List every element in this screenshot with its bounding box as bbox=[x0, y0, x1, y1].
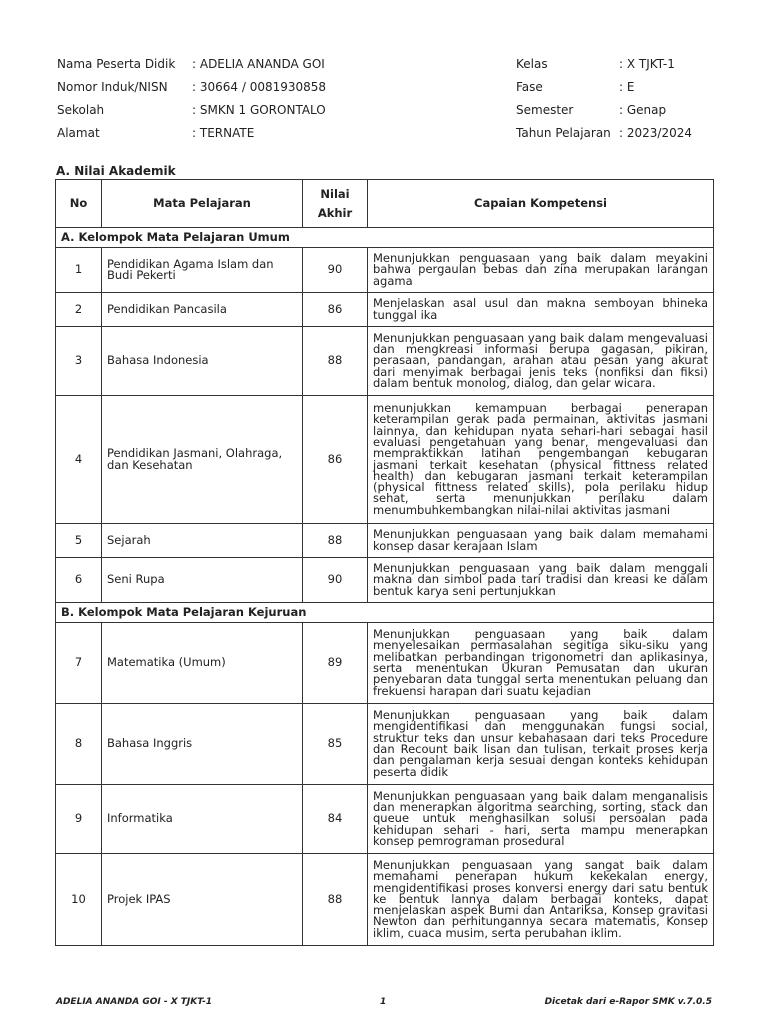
cell-no: 7 bbox=[56, 623, 102, 704]
cell-mapel: Projek IPAS bbox=[102, 854, 303, 946]
header-mapel: Mata Pelajaran bbox=[102, 180, 303, 228]
cell-mapel: Pendidikan Pancasila bbox=[102, 293, 303, 327]
cell-nilai: 88 bbox=[303, 854, 368, 946]
value-alamat: : TERNATE bbox=[192, 126, 255, 140]
value-nama: : ADELIA ANANDA GOI bbox=[192, 57, 325, 71]
value-semester: : Genap bbox=[619, 103, 667, 117]
table-row bbox=[56, 396, 714, 524]
cell-nilai: 84 bbox=[303, 785, 368, 854]
section-title: A. Nilai Akademik bbox=[56, 164, 176, 178]
cell-capaian: Menunjukkan penguasaan yang baik dalam menganalisis dan menerapkan algoritma searching, sorting, stack dan queue untuk menghasilkan solusi persoalan pada kehidupan sehari - hari, serta mampu menerapkan konsep pemrograman prosedural bbox=[368, 785, 714, 854]
cell-capaian: Menjelaskan asal usul dan makna semboyan bhineka tunggal ika bbox=[368, 293, 714, 327]
cell-capaian: menunjukkan kemampuan berbagai penerapan keterampilan gerak pada permainan, aktivitas jasmani lainnya, dan kehidupan nyata sehari-hari sebagai hasil evaluasi pengetahuan yang benar, mengevaluasi dan mempraktikkan latihan pengembangan kebugaran jasmani terkait kesehatan (physical fittness related health) dan kebugaran jasmani terkait keterampilan (physical fittness related skills), pola perilaku hidup sehat, serta menunjukkan perilaku dalam menumbuhkembangkan nilai-nilai aktivitas jasmani bbox=[368, 396, 714, 524]
cell-mapel: Bahasa Indonesia bbox=[102, 327, 303, 396]
value-tahun: : 2023/2024 bbox=[619, 126, 692, 140]
cell-no: 6 bbox=[56, 558, 102, 603]
cell-capaian: Menunjukkan penguasaan yang baik dalam menggali makna dan simbol pada tari tradisi dan kreasi ke dalam bentuk karya seni pertunjukkan bbox=[368, 558, 714, 603]
grades-table bbox=[55, 179, 714, 946]
value-sekolah: : SMKN 1 GORONTALO bbox=[192, 103, 326, 117]
value-kelas: : X TJKT-1 bbox=[619, 57, 675, 71]
group-row bbox=[56, 228, 714, 248]
cell-no: 1 bbox=[56, 248, 102, 293]
table-row bbox=[56, 327, 714, 396]
cell-mapel: Sejarah bbox=[102, 524, 303, 558]
cell-capaian: Menunjukkan penguasaan yang baik dalam memahami konsep dasar kerajaan Islam bbox=[368, 524, 714, 558]
label-fase: Fase bbox=[516, 80, 543, 94]
table-row bbox=[56, 785, 714, 854]
cell-mapel: Pendidikan Jasmani, Olahraga, dan Kesehatan bbox=[102, 396, 303, 524]
cell-mapel: Bahasa Inggris bbox=[102, 704, 303, 785]
label-kelas: Kelas bbox=[516, 57, 548, 71]
cell-mapel: Seni Rupa bbox=[102, 558, 303, 603]
cell-nilai: 86 bbox=[303, 396, 368, 524]
value-nisn: : 30664 / 0081930858 bbox=[192, 80, 327, 94]
cell-no: 3 bbox=[56, 327, 102, 396]
cell-capaian: Menunjukkan penguasaan yang baik dalam menyelesaikan permasalahan segitiga siku-siku yang melibatkan perbandingan trigonometri dan aplikasinya, serta menentukan Ukuran Pemusatan dan ukuran penyebaran data tunggal serta menentukan peluang dan frekuensi harapan dari suatu kejadian bbox=[368, 623, 714, 704]
cell-no: 9 bbox=[56, 785, 102, 854]
label-semester: Semester bbox=[516, 103, 574, 117]
cell-mapel: Informatika bbox=[102, 785, 303, 854]
cell-mapel: Pendidikan Agama Islam dan Budi Pekerti bbox=[102, 248, 303, 293]
value-fase: : E bbox=[619, 80, 635, 94]
header-no: No bbox=[56, 180, 102, 228]
table-row bbox=[56, 524, 714, 558]
footer-student: ADELIA ANANDA GOI - X TJKT-1 bbox=[56, 997, 213, 1007]
cell-mapel: Matematika (Umum) bbox=[102, 623, 303, 704]
cell-no: 10 bbox=[56, 854, 102, 946]
table-header-row bbox=[56, 180, 714, 228]
table-row bbox=[56, 854, 714, 946]
cell-capaian: Menunjukkan penguasaan yang baik dalam mengevaluasi dan mengkreasi informasi berupa gagasan, pikiran, perasaan, pandangan, arahan atau pesan yang akurat dari menyimak berbagai jenis teks (nonfiksi dan fiksi) dalam bentuk monolog, dialog, dan gelar wicara. bbox=[368, 327, 714, 396]
header-capaian: Capaian Kompetensi bbox=[368, 180, 714, 228]
table-row bbox=[56, 558, 714, 603]
cell-nilai: 89 bbox=[303, 623, 368, 704]
group-row bbox=[56, 603, 714, 623]
cell-capaian: Menunjukkan penguasaan yang baik dalam meyakini bahwa pergaulan bebas dan zina merupakan larangan agama bbox=[368, 248, 714, 293]
cell-nilai: 88 bbox=[303, 327, 368, 396]
cell-nilai: 88 bbox=[303, 524, 368, 558]
cell-nilai: 86 bbox=[303, 293, 368, 327]
header-nilai: Nilai Akhir bbox=[303, 180, 368, 228]
footer-printed-by: Dicetak dari e-Rapor SMK v.7.0.5 bbox=[544, 997, 712, 1007]
label-nisn: Nomor Induk/NISN bbox=[57, 80, 168, 94]
cell-no: 4 bbox=[56, 396, 102, 524]
cell-no: 2 bbox=[56, 293, 102, 327]
label-tahun: Tahun Pelajaran bbox=[516, 126, 611, 140]
cell-no: 8 bbox=[56, 704, 102, 785]
group-kejuruan-label: B. Kelompok Mata Pelajaran Kejuruan bbox=[56, 603, 714, 623]
cell-nilai: 85 bbox=[303, 704, 368, 785]
cell-no: 5 bbox=[56, 524, 102, 558]
table-row bbox=[56, 248, 714, 293]
table-row bbox=[56, 293, 714, 327]
footer-page-number: 1 bbox=[380, 997, 387, 1007]
group-umum-label: A. Kelompok Mata Pelajaran Umum bbox=[56, 228, 714, 248]
table-row bbox=[56, 704, 714, 785]
cell-nilai: 90 bbox=[303, 248, 368, 293]
label-nama: Nama Peserta Didik bbox=[57, 57, 176, 71]
label-sekolah: Sekolah bbox=[57, 103, 105, 117]
table-row bbox=[56, 623, 714, 704]
cell-capaian: Menunjukkan penguasaan yang baik dalam mengidentifikasi dan menggunakan fungsi social, struktur teks dan unsur kebahasaan dari teks Procedure dan Recount baik lisan dan tulisan, terkait proses kerja dan pengalaman kerja sesuai dengan konteks kehidupan peserta didik bbox=[368, 704, 714, 785]
cell-nilai: 90 bbox=[303, 558, 368, 603]
cell-capaian: Menunjukkan penguasaan yang sangat baik dalam memahami penerapan hukum kekekalan energy, mengidentifikasi proses konversi energy dari satu bentuk ke bentuk lannya dalam berbagai konteks, dapat menjelaskan aspek Bumi dan Antariksa, Konsep gravitasi Newton dan perhitungannya secara matematis, Konsep iklim, cuaca musim, serta perubahan iklim. bbox=[368, 854, 714, 946]
label-alamat: Alamat bbox=[57, 126, 100, 140]
